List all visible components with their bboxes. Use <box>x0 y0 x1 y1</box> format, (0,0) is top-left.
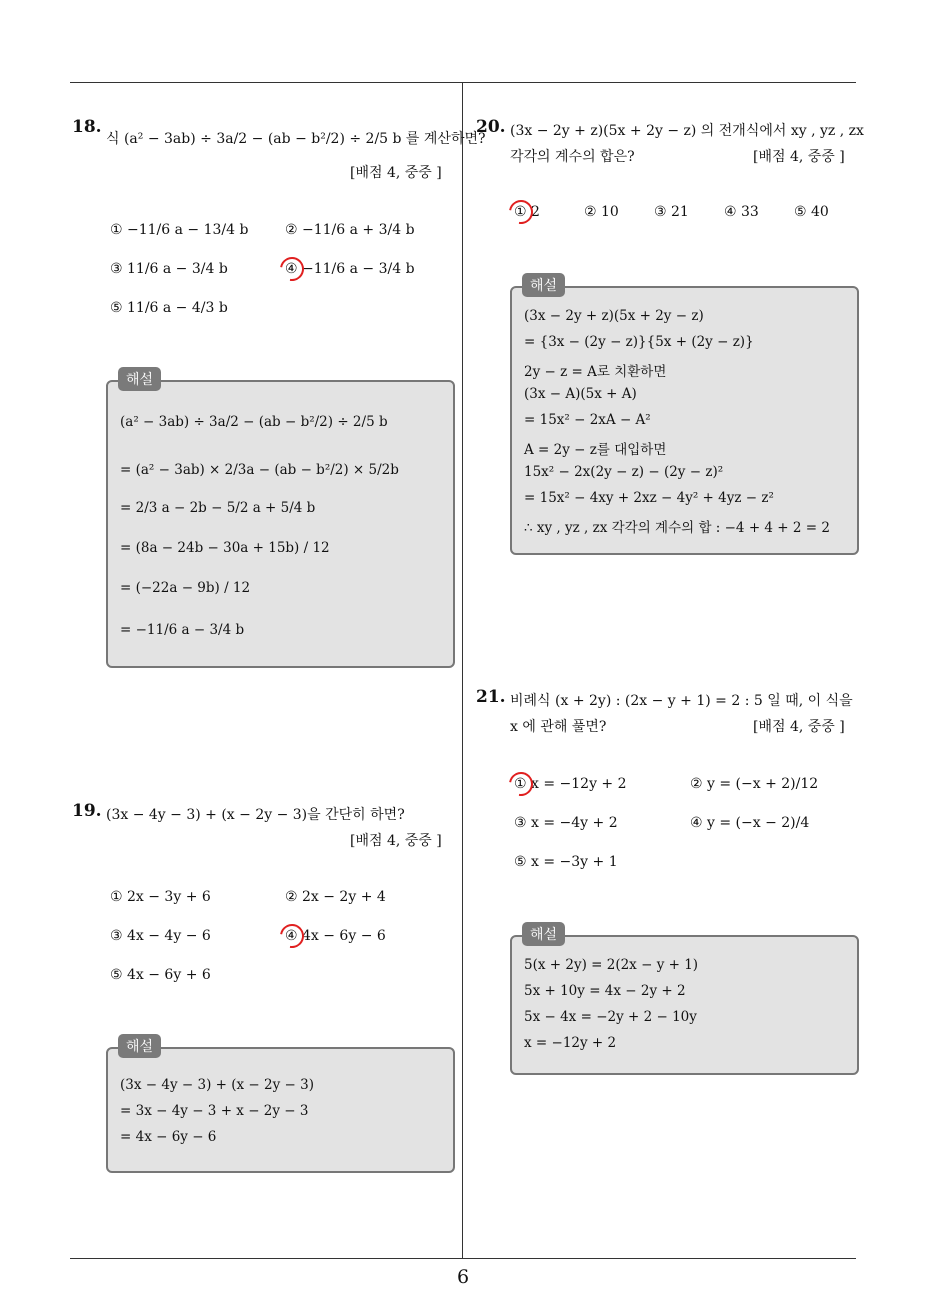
question-meta: [배점 4, 중중 ] <box>753 719 845 735</box>
solution-line: 2y − z = A로 치환하면 <box>524 364 667 380</box>
option-1[interactable]: ① 2x − 3y + 6 <box>110 889 211 905</box>
option-4[interactable]: ④ y = (−x − 2)/4 <box>690 815 810 831</box>
solution-box <box>510 935 859 1075</box>
option-1[interactable]: ① x = −12y + 2 <box>514 776 627 792</box>
question-meta: [배점 4, 중중 ] <box>350 165 442 181</box>
column-divider <box>462 83 463 1258</box>
option-2[interactable]: ② y = (−x + 2)/12 <box>690 776 819 792</box>
solution-line: (3x − 2y + z)(5x + 2y − z) <box>524 308 704 324</box>
question-text: (3x − 2y + z)(5x + 2y − z) 의 전개식에서 xy , yz , zx <box>510 123 864 139</box>
solution-line: = 3x − 4y − 3 + x − 2y − 3 <box>120 1103 309 1119</box>
answer-mark-icon <box>504 767 537 800</box>
option-1[interactable]: ① −11/6 a − 13/4 b <box>110 222 249 238</box>
answer-mark-icon <box>275 252 308 285</box>
top-rule <box>70 82 856 83</box>
solution-line: = (a² − 3ab) × 2/3a − (ab − b²/2) × 5/2b <box>120 462 399 478</box>
option-4[interactable]: ④ −11/6 a − 3/4 b <box>285 261 415 277</box>
option-5[interactable]: ⑤ 40 <box>794 204 829 220</box>
solution-label: 해설 <box>522 922 565 946</box>
solution-box <box>106 380 455 668</box>
option-3[interactable]: ③ 21 <box>654 204 689 220</box>
option-1[interactable]: ① 2 <box>514 204 540 220</box>
solution-line: (3x − 4y − 3) + (x − 2y − 3) <box>120 1077 314 1093</box>
question-meta: [배점 4, 중중 ] <box>753 149 845 165</box>
solution-line: = (8a − 24b − 30a + 15b) / 12 <box>120 540 330 556</box>
solution-line: = 15x² − 2xA − A² <box>524 412 651 428</box>
question-number: 19. <box>72 801 102 821</box>
option-3[interactable]: ③ 4x − 4y − 6 <box>110 928 211 944</box>
option-4[interactable]: ④ 4x − 6y − 6 <box>285 928 386 944</box>
solution-line: 15x² − 2x(2y − z) − (2y − z)² <box>524 464 724 480</box>
solution-line: = 4x − 6y − 6 <box>120 1129 217 1145</box>
solution-label: 해설 <box>118 367 161 391</box>
solution-box <box>106 1047 455 1173</box>
page-number: 6 <box>456 1266 470 1288</box>
solution-label: 해설 <box>522 273 565 297</box>
question-meta: [배점 4, 중중 ] <box>350 833 442 849</box>
solution-line: 5x − 4x = −2y + 2 − 10y <box>524 1009 697 1025</box>
question-number: 20. <box>476 117 506 137</box>
option-2[interactable]: ② 10 <box>584 204 619 220</box>
question-text-cont: x 에 관해 풀면? <box>510 719 607 735</box>
question-text: (3x − 4y − 3) + (x − 2y − 3)을 간단히 하면? <box>106 807 405 823</box>
option-5[interactable]: ⑤ 4x − 6y + 6 <box>110 967 211 983</box>
question-text: 식 (a² − 3ab) ÷ 3a/2 − (ab − b²/2) ÷ 2/5 b 를 계산하면? <box>106 131 486 147</box>
solution-line: 5(x + 2y) = 2(2x − y + 1) <box>524 957 699 973</box>
question-number: 18. <box>72 117 102 137</box>
solution-line: ∴ xy , yz , zx 각각의 계수의 합 : −4 + 4 + 2 = 2 <box>524 520 830 536</box>
option-4[interactable]: ④ 33 <box>724 204 759 220</box>
bottom-rule <box>70 1258 856 1259</box>
option-5[interactable]: ⑤ x = −3y + 1 <box>514 854 618 870</box>
solution-line: = 2/3 a − 2b − 5/2 a + 5/4 b <box>120 500 316 516</box>
solution-line: = 15x² − 4xy + 2xz − 4y² + 4yz − z² <box>524 490 774 506</box>
option-2[interactable]: ② −11/6 a + 3/4 b <box>285 222 415 238</box>
question-text: 비례식 (x + 2y) : (2x − y + 1) = 2 : 5 일 때, 이 식을 <box>510 693 853 709</box>
solution-box <box>510 286 859 555</box>
option-3[interactable]: ③ 11/6 a − 3/4 b <box>110 261 228 277</box>
solution-label: 해설 <box>118 1034 161 1058</box>
question-text-cont: 각각의 계수의 합은? <box>510 149 635 165</box>
solution-line: 5x + 10y = 4x − 2y + 2 <box>524 983 686 999</box>
solution-line: = −11/6 a − 3/4 b <box>120 622 245 638</box>
solution-line: (a² − 3ab) ÷ 3a/2 − (ab − b²/2) ÷ 2/5 b <box>120 414 388 430</box>
answer-mark-icon <box>504 195 537 228</box>
answer-mark-icon <box>275 919 308 952</box>
solution-line: = (−22a − 9b) / 12 <box>120 580 251 596</box>
solution-line: = {3x − (2y − z)}{5x + (2y − z)} <box>524 334 754 350</box>
solution-line: x = −12y + 2 <box>524 1035 617 1051</box>
solution-line: (3x − A)(5x + A) <box>524 386 637 402</box>
option-2[interactable]: ② 2x − 2y + 4 <box>285 889 386 905</box>
option-3[interactable]: ③ x = −4y + 2 <box>514 815 618 831</box>
question-number: 21. <box>476 687 506 707</box>
solution-line: A = 2y − z를 대입하면 <box>524 442 667 458</box>
option-5[interactable]: ⑤ 11/6 a − 4/3 b <box>110 300 228 316</box>
